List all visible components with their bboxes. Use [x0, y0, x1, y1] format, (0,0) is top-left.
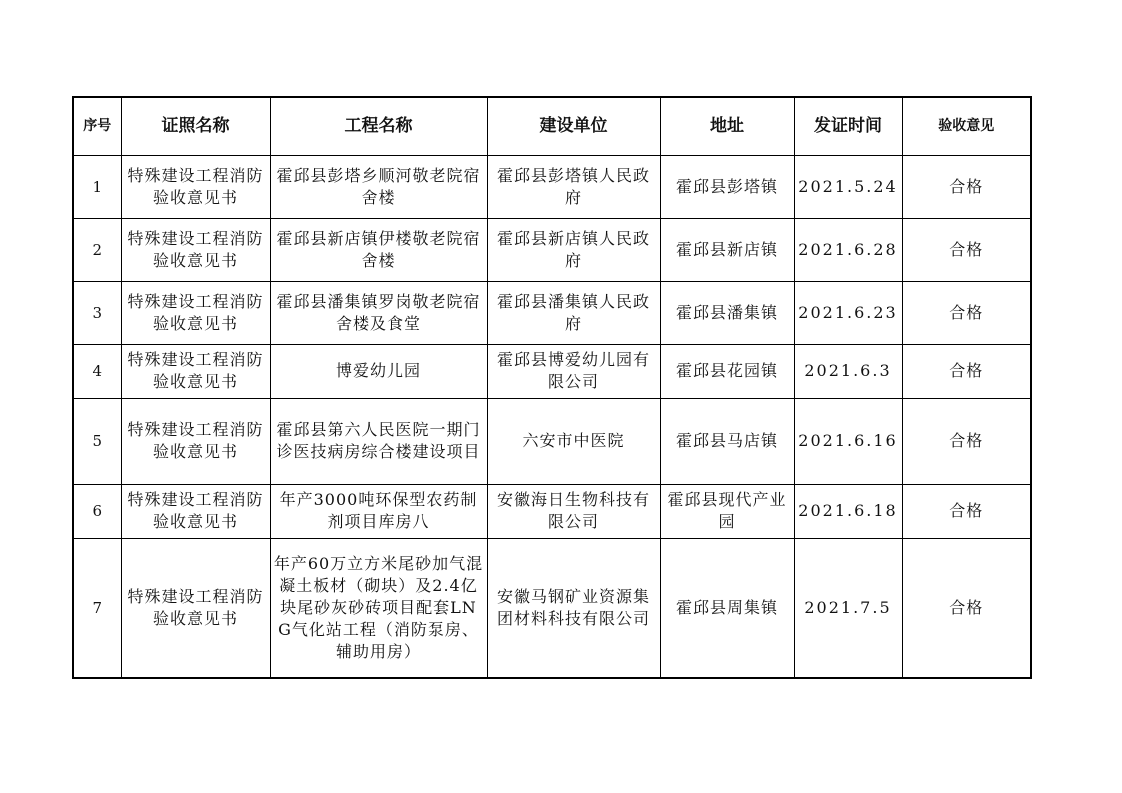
row-unit: 安徽马钢矿业资源集团材料科技有限公司 [487, 538, 660, 678]
row-no: 4 [73, 344, 121, 398]
table-row [73, 344, 1031, 398]
row-address: 霍邱县彭塔镇 [660, 155, 794, 218]
row-project: 年产60万立方米尾砂加气混凝土板材（砌块）及2.4亿块尾砂灰砂砖项目配套LNG气化站工程（消防泵房、辅助用房） [270, 538, 487, 678]
header-no: 序号 [73, 97, 121, 155]
row-project: 霍邱县第六人民医院一期门诊医技病房综合楼建设项目 [270, 398, 487, 484]
table-row [73, 281, 1031, 344]
row-opinion: 合格 [902, 218, 1031, 281]
row-unit: 霍邱县彭塔镇人民政府 [487, 155, 660, 218]
row-project: 博爱幼儿园 [270, 344, 487, 398]
row-unit: 霍邱县新店镇人民政府 [487, 218, 660, 281]
header-opinion: 验收意见 [902, 97, 1031, 155]
row-address: 霍邱县周集镇 [660, 538, 794, 678]
row-cert: 特殊建设工程消防验收意见书 [121, 538, 270, 678]
row-opinion: 合格 [902, 538, 1031, 678]
row-opinion: 合格 [902, 281, 1031, 344]
row-cert: 特殊建设工程消防验收意见书 [121, 398, 270, 484]
row-cert: 特殊建设工程消防验收意见书 [121, 218, 270, 281]
table-row [73, 155, 1031, 218]
table-row [73, 398, 1031, 484]
row-date: 2021.6.16 [794, 398, 902, 484]
table-row [73, 218, 1031, 281]
row-opinion: 合格 [902, 155, 1031, 218]
row-project: 霍邱县潘集镇罗岗敬老院宿舍楼及食堂 [270, 281, 487, 344]
header-date: 发证时间 [794, 97, 902, 155]
header-row [73, 97, 1031, 155]
table-header [73, 97, 1031, 155]
header-cert: 证照名称 [121, 97, 270, 155]
row-no: 7 [73, 538, 121, 678]
row-date: 2021.5.24 [794, 155, 902, 218]
row-cert: 特殊建设工程消防验收意见书 [121, 281, 270, 344]
row-unit: 霍邱县博爱幼儿园有限公司 [487, 344, 660, 398]
row-date: 2021.7.5 [794, 538, 902, 678]
row-unit: 安徽海日生物科技有限公司 [487, 484, 660, 538]
row-date: 2021.6.3 [794, 344, 902, 398]
row-opinion: 合格 [902, 344, 1031, 398]
row-address: 霍邱县新店镇 [660, 218, 794, 281]
certificate-table [72, 96, 1032, 679]
row-address: 霍邱县潘集镇 [660, 281, 794, 344]
row-address: 霍邱县花园镇 [660, 344, 794, 398]
header-address: 地址 [660, 97, 794, 155]
row-no: 1 [73, 155, 121, 218]
row-date: 2021.6.23 [794, 281, 902, 344]
row-no: 6 [73, 484, 121, 538]
header-project: 工程名称 [270, 97, 487, 155]
table-row [73, 538, 1031, 678]
table-row [73, 484, 1031, 538]
table-body [73, 155, 1031, 678]
row-opinion: 合格 [902, 484, 1031, 538]
row-address: 霍邱县现代产业园 [660, 484, 794, 538]
row-no: 3 [73, 281, 121, 344]
row-address: 霍邱县马店镇 [660, 398, 794, 484]
header-unit: 建设单位 [487, 97, 660, 155]
row-date: 2021.6.28 [794, 218, 902, 281]
row-cert: 特殊建设工程消防验收意见书 [121, 344, 270, 398]
row-project: 霍邱县彭塔乡顺河敬老院宿舍楼 [270, 155, 487, 218]
row-project: 年产3000吨环保型农药制剂项目库房八 [270, 484, 487, 538]
row-no: 5 [73, 398, 121, 484]
row-no: 2 [73, 218, 121, 281]
row-unit: 六安市中医院 [487, 398, 660, 484]
row-project: 霍邱县新店镇伊楼敬老院宿舍楼 [270, 218, 487, 281]
row-date: 2021.6.18 [794, 484, 902, 538]
row-opinion: 合格 [902, 398, 1031, 484]
row-unit: 霍邱县潘集镇人民政府 [487, 281, 660, 344]
row-cert: 特殊建设工程消防验收意见书 [121, 484, 270, 538]
row-cert: 特殊建设工程消防验收意见书 [121, 155, 270, 218]
